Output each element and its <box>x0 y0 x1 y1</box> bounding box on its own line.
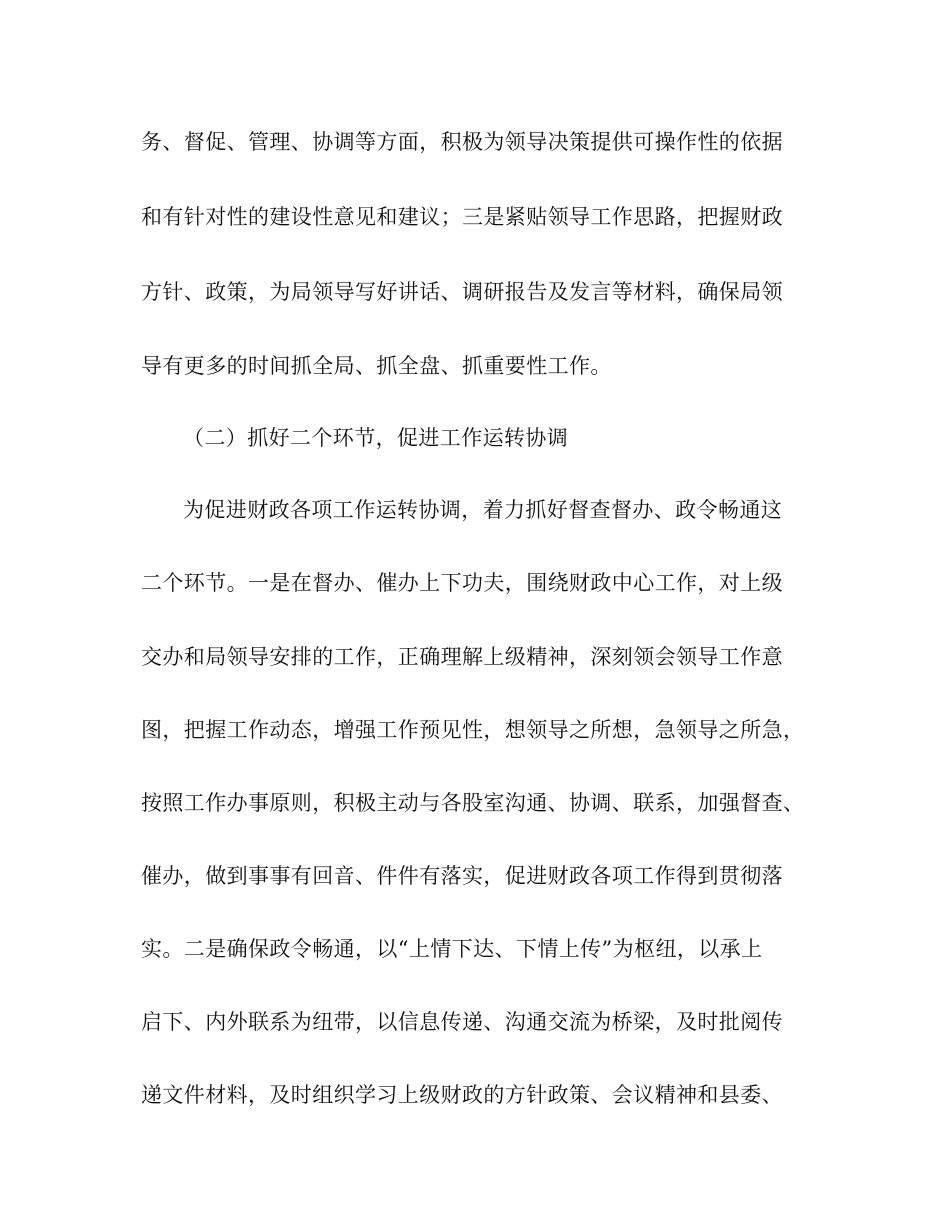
paragraph-line: 方针、政策，为局领导写好讲话、调研报告及发言等材料，确保局领 <box>141 280 783 304</box>
paragraph-line: 交办和局领导安排的工作，正确理解上级精神，深刻领会领导工作意 <box>141 645 783 669</box>
paragraph-line: 二个环节。一是在督办、催办上下功夫，围绕财政中心工作，对上级 <box>141 571 783 595</box>
paragraph-line: 图，把握工作动态，增强工作预见性，想领导之所想，急领导之所急， <box>141 718 805 742</box>
paragraph-line: 催办，做到事事有回音、件件有落实，促进财政各项工作得到贯彻落 <box>141 864 783 888</box>
paragraph-line: 务、督促、管理、协调等方面，积极为领导决策提供可操作性的依据 <box>141 130 783 154</box>
paragraph-line: 导有更多的时间抓全局、抓全盘、抓重要性工作。 <box>141 354 612 378</box>
paragraph-line: 实。二是确保政令畅通，以“上情下达、下情上传”为枢纽，以承上 <box>141 937 763 961</box>
paragraph-line: 递文件材料，及时组织学习上级财政的方针政策、会议精神和县委、 <box>141 1083 783 1107</box>
paragraph-line: 按照工作办事原则，积极主动与各股室沟通、协调、联系，加强督查、 <box>141 791 805 815</box>
paragraph-line: 启下、内外联系为纽带，以信息传递、沟通交流为桥梁，及时批阅传 <box>141 1010 783 1034</box>
paragraph-line: 为促进财政各项工作运转协调，着力抓好督查督办、政令畅通这 <box>183 498 783 522</box>
section-heading: （二）抓好二个环节，促进工作运转协调 <box>183 426 569 450</box>
paragraph-line: 和有针对性的建设性意见和建议；三是紧贴领导工作思路，把握财政 <box>141 205 783 229</box>
